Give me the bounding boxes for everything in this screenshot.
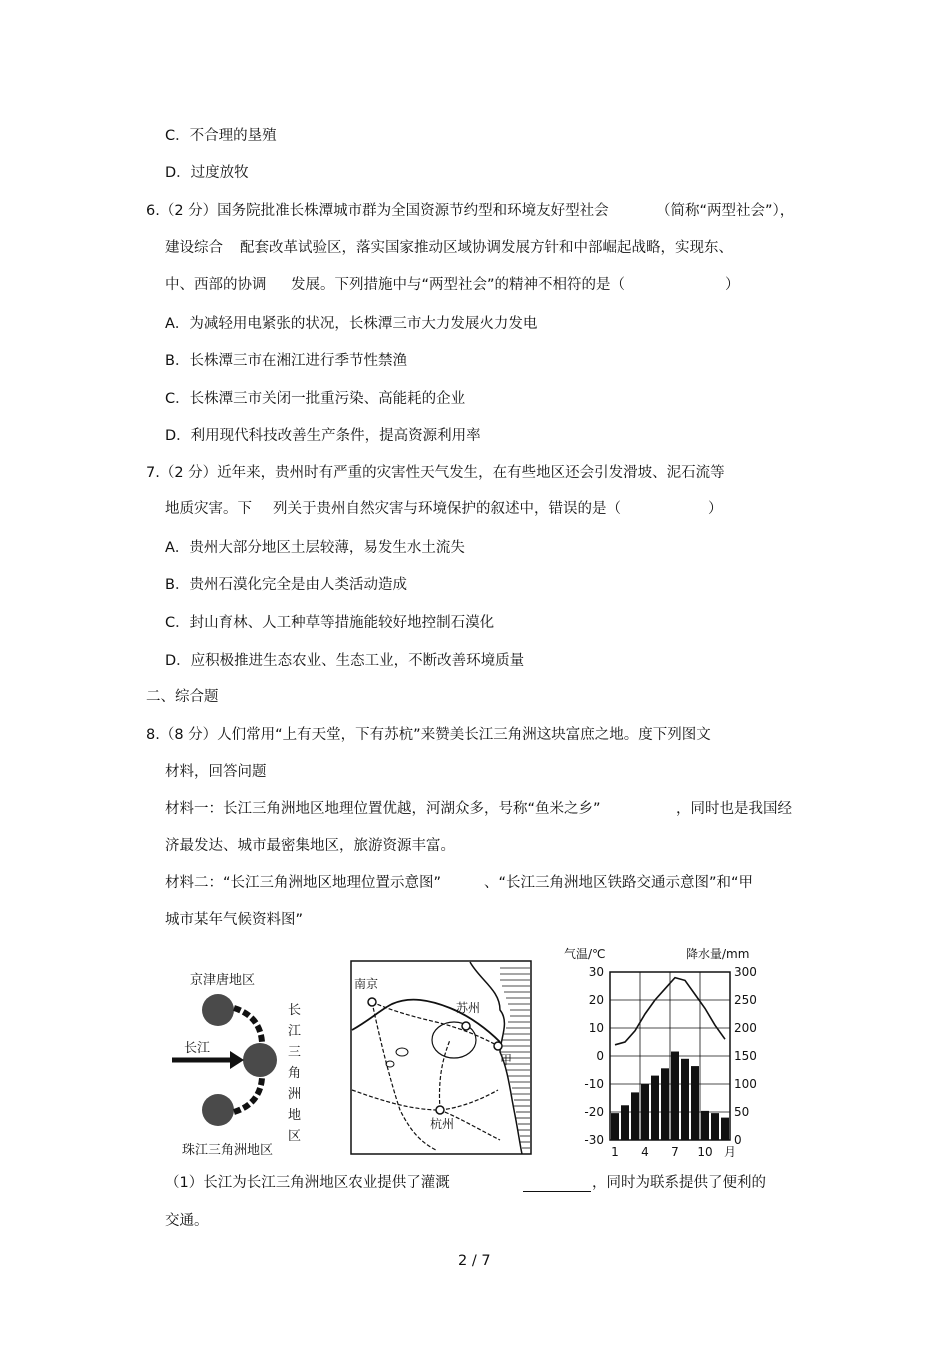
region-yangtze-delta bbox=[243, 1043, 277, 1077]
arc-lower bbox=[234, 1078, 262, 1112]
vertical-char: 三 bbox=[288, 1045, 302, 1060]
precip-tick-label: 250 bbox=[734, 993, 757, 1007]
label-pearl-delta: 珠江三角洲地区 bbox=[182, 1143, 274, 1158]
q7-stem-line2b: 列关于贵州自然灾害与环境保护的叙述中，错误的是（ bbox=[273, 501, 621, 517]
q8-sub1-b: ，同时为联系提供了便利的 bbox=[592, 1175, 766, 1191]
city-label-jia: 甲 bbox=[500, 1053, 513, 1067]
q6-stem-line2b: 配套改革试验区，落实国家推动区域协调发展方针和中部崛起战略，实现东、 bbox=[240, 240, 733, 256]
q7-option-d: D．应积极推进生态农业、生态工业，不断改善环境质量 bbox=[165, 653, 525, 669]
q8-material1-c: 济最发达、城市最密集地区，旅游资源丰富。 bbox=[165, 838, 455, 854]
q6-option-d: D．利用现代科技改善生产条件，提高资源利用率 bbox=[165, 428, 481, 444]
q8-stem-line2: 材料，回答问题 bbox=[165, 764, 267, 780]
x-tick-label: 4 bbox=[641, 1145, 649, 1159]
q6-stem-line3a: 中、西部的协调 bbox=[165, 277, 267, 293]
q8-material1-b: ，同时也是我国经 bbox=[676, 801, 792, 817]
precip-tick-label: 100 bbox=[734, 1077, 757, 1091]
q6-stem-line3c: ） bbox=[725, 277, 740, 293]
precipitation-bar bbox=[631, 1092, 639, 1140]
temp-tick-label: 20 bbox=[588, 993, 604, 1007]
precipitation-bar bbox=[641, 1084, 649, 1140]
x-tick-label: 10 bbox=[697, 1145, 713, 1159]
temp-tick-label: 0 bbox=[596, 1049, 604, 1063]
temp-tick-label: 10 bbox=[588, 1021, 604, 1035]
region-pearl-delta bbox=[202, 1094, 234, 1126]
precip-tick-label: 200 bbox=[734, 1021, 757, 1035]
vertical-char: 地 bbox=[288, 1108, 302, 1123]
q6-stem-line1a: 6.（2 分）国务院批准长株潭城市群为全国资源节约型和环境友好型社会 bbox=[146, 203, 609, 219]
q7-option-b: B．贵州石漠化完全是由人类活动造成 bbox=[165, 577, 407, 593]
q7-stem-line1: 7.（2 分）近年来，贵州时有严重的灾害性天气发生，在有些地区还会引发滑坡、泥石流等 bbox=[146, 465, 725, 481]
precip-tick-label: 50 bbox=[734, 1105, 750, 1119]
precip-axis-title: 降水量/mm bbox=[686, 947, 750, 961]
precipitation-bar bbox=[621, 1105, 629, 1140]
q7-stem-line2a: 地质灾害。下 bbox=[165, 501, 252, 517]
climate-chart bbox=[562, 944, 768, 1162]
q7-option-a: A．贵州大部分地区土层较薄，易发生水土流失 bbox=[165, 540, 465, 556]
temp-tick-label: -30 bbox=[584, 1133, 604, 1147]
station-jia bbox=[494, 1042, 502, 1050]
precipitation-bar bbox=[611, 1113, 619, 1140]
q8-material2-a: 材料二：“长江三角洲地区地理位置示意图” bbox=[165, 875, 442, 891]
arc-upper bbox=[234, 1008, 262, 1042]
q8-material1-a: 材料一：长江三角洲地区地理位置优越，河湖众多，号称“鱼米之乡” bbox=[165, 801, 601, 817]
region-jingjintang bbox=[202, 994, 234, 1026]
precipitation-bar bbox=[651, 1076, 659, 1140]
answer-blank[interactable] bbox=[523, 1175, 591, 1192]
q6-option-b: B．长株潭三市在湘江进行季节性禁渔 bbox=[165, 353, 407, 369]
q6-stem-line3b: 发展。下列措施中与“两型社会”的精神不相符的是（ bbox=[291, 277, 626, 293]
q5-option-d: D．过度放牧 bbox=[165, 165, 249, 181]
location-diagram bbox=[160, 960, 320, 1160]
city-label-suzhou: 苏州 bbox=[456, 1001, 481, 1015]
q6-option-c: C．长株潭三市关闭一批重污染、高能耗的企业 bbox=[165, 391, 466, 407]
vertical-char: 角 bbox=[288, 1066, 302, 1081]
vertical-char: 区 bbox=[288, 1129, 302, 1144]
precipitation-bar bbox=[661, 1068, 669, 1140]
label-changjiang: 长江 bbox=[184, 1041, 211, 1056]
q5-option-c: C．不合理的垦殖 bbox=[165, 128, 277, 144]
precipitation-bar bbox=[681, 1059, 689, 1140]
page-number: 2 / 7 bbox=[458, 1253, 491, 1269]
temp-tick-label: -10 bbox=[584, 1077, 604, 1091]
precipitation-bar bbox=[721, 1118, 729, 1140]
temp-tick-label: -20 bbox=[584, 1105, 604, 1119]
q8-stem-line1: 8.（8 分）人们常用“上有天堂，下有苏杭”来赞美长江三角洲这块富庶之地。度下列图文 bbox=[146, 727, 711, 743]
q7-stem-line2c: ） bbox=[708, 501, 723, 517]
label-jingjintang: 京津唐地区 bbox=[190, 973, 256, 988]
q6-option-a: A．为减轻用电紧张的状况，长株潭三市大力发展火力发电 bbox=[165, 316, 538, 332]
station-suzhou bbox=[462, 1022, 470, 1030]
precipitation-bar bbox=[671, 1052, 679, 1140]
railway-map bbox=[350, 960, 532, 1156]
x-axis-unit: 月 bbox=[724, 1145, 737, 1159]
station-nanjing bbox=[368, 998, 376, 1006]
station-hangzhou bbox=[436, 1106, 444, 1114]
q7-option-c: C．封山育林、人工种草等措施能较好地控制石漠化 bbox=[165, 615, 495, 631]
temp-tick-label: 30 bbox=[588, 965, 604, 979]
q8-material2-c: 城市某年气候资料图” bbox=[165, 912, 304, 928]
temp-axis-title: 气温/℃ bbox=[564, 947, 606, 961]
q8-material2-b: 、“长江三角洲地区铁路交通示意图”和“甲 bbox=[484, 875, 754, 891]
precipitation-bar bbox=[691, 1066, 699, 1140]
precip-tick-label: 150 bbox=[734, 1049, 757, 1063]
section-heading: 二、综合题 bbox=[146, 689, 219, 705]
precipitation-bar bbox=[711, 1113, 719, 1140]
x-tick-label: 1 bbox=[611, 1145, 619, 1159]
vertical-char: 江 bbox=[288, 1024, 302, 1039]
city-label-nanjing: 南京 bbox=[354, 977, 379, 991]
precipitation-bar bbox=[701, 1111, 709, 1140]
q6-stem-line1b: （简称“两型社会”）， bbox=[656, 203, 795, 219]
arrow-head bbox=[230, 1051, 244, 1069]
x-tick-label: 7 bbox=[671, 1145, 679, 1159]
q8-sub1-a: （1）长江为长江三角洲地区农业提供了灌溉 bbox=[165, 1175, 450, 1191]
vertical-char: 长 bbox=[288, 1003, 302, 1018]
vertical-char: 洲 bbox=[288, 1087, 302, 1102]
city-label-hangzhou: 杭州 bbox=[430, 1117, 455, 1131]
q8-sub1-c: 交通。 bbox=[165, 1213, 209, 1229]
q6-stem-line2a: 建设综合 bbox=[165, 240, 223, 256]
precip-tick-label: 0 bbox=[734, 1133, 742, 1147]
precip-tick-label: 300 bbox=[734, 965, 757, 979]
